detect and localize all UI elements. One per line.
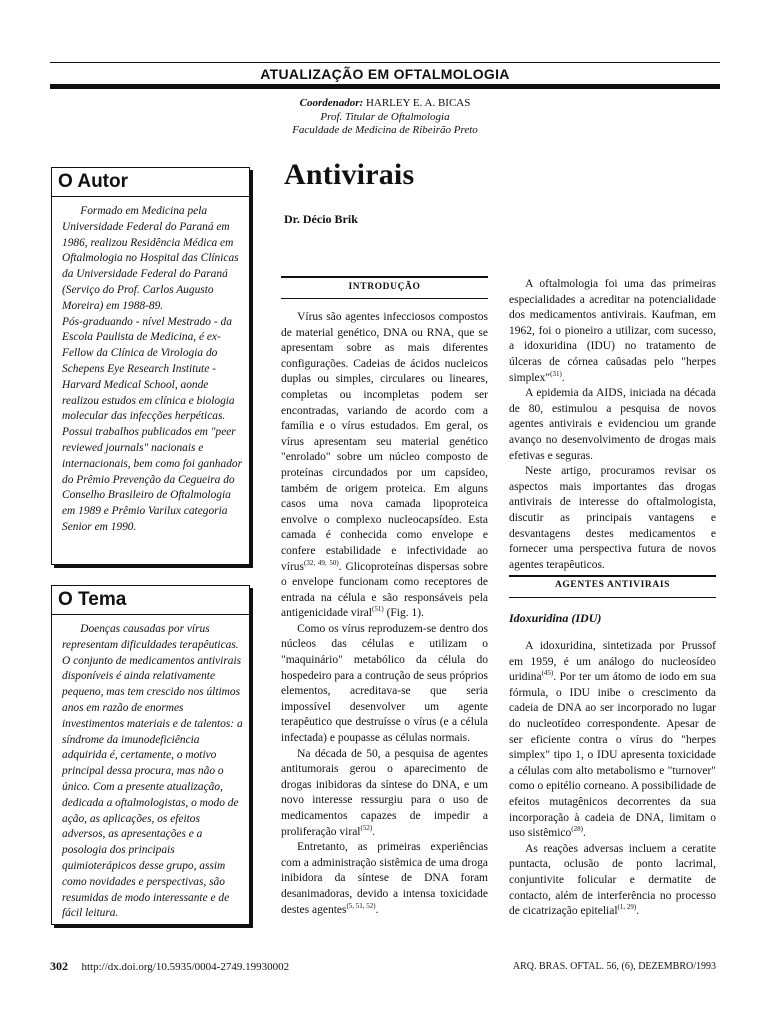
author-bio-paragraph: Formado em Medicina pela Universidade Federal do Paraná em 1986, realizou Residência Médica em Oftalmologia no Hospital das Clínicas da Universidade Federal do Paraná (Serviço do Prof. Carlos Augusto Moreira) em 1988-89.: [62, 205, 239, 312]
intro-text: .: [372, 825, 376, 838]
intro-text: (Fig. 1).: [383, 607, 424, 620]
theme-paragraph: Doenças causadas por vírus representam dificuldades terapêuticas. O conjunto de medicamentos antivirais disponíveis é ainda relativamente pequeno, mas tem crescido nos últimos anos em razão de enormes investimentos materiais e de talentos: a síndrome da imunodeficiência adquirida é, certamente, o motivo principal dessa procura, mas não o único. Com a presente atualização, dedicada a oftalmologistas, o modo de ação, as aplicações, os efeitos adversos, as apresentações e a posologia dos principais quimioterápicos desse grupo, assim como novidades e perspectivas, são resumidas de modo interessante e de fácil leitura.: [62, 623, 243, 920]
idu-subheading: Idoxuridina (IDU): [509, 611, 602, 625]
coordinator-label: Coordenador:: [299, 97, 364, 109]
header-thick-rule: [50, 84, 720, 89]
intro-paragraph: Como os vírus reproduzem-se dentro dos núcleos das células e utilizam o "maquinário" metabólico da célula do hospedeiro para a contrução de seus próprios elementos, acreditava-se que seria impossível desenvolver um agente terapêutico que destruísse o vírus (e a célula infectada) e poupasse as células normais.: [281, 622, 488, 745]
coordinator-name: HARLEY E. A. BICAS: [363, 97, 471, 109]
article-author: Dr. Décio Brik: [284, 212, 358, 226]
author-bio-paragraph: Possui trabalhos publicados em "peer reviewed journals" nacionais e internacionais, bem como foi ganhador do Prêmio Prevenção da Cegueira do Conselho Brasileiro de Oftalmologia em 1989 e Prêmio Varilux categoria Senior em 1990.: [62, 426, 243, 533]
agents-top-rule: [509, 575, 716, 577]
right-text: . Por ter um átomo de iodo em sua fórmula, o IDU inibe o crescimento da cadeia de DNA ao ser incorporado no lugar do nucleotídeo correspondente. Apesar de ser eficiente contra o vírus do "herpes simplex" tipo 1, o IDU apresenta toxicidade a células com alto metabolismo e "turnover" como o epitélio corneano. A possibilidade de efeitos mutagênicos decorrentes da sua incorporação à cadeia de DNA, limitam o uso sistêmico: [509, 671, 716, 840]
right-text: .: [582, 827, 586, 840]
right-paragraph: A epidemia da AIDS, iniciada na década de 80, estimulou a pesquisa de novos agentes antivirais e evidenciou um grande avanço no desenvolvimento de drogas mais efetivas e seguras.: [509, 387, 716, 462]
agents-bottom-rule: [509, 597, 716, 598]
intro-text: Na década de 50, a pesquisa de agentes antitumorais gerou o aparecimento de drogas inibidoras da síntese do DNA, e um novo interesse ressurgiu para o uso de medicamentos capazes de impedir a proliferação viral: [281, 747, 488, 838]
right-paragraph: [509, 842, 716, 920]
intro-top-rule: [281, 276, 488, 278]
right-paragraph: Neste artigo, procuramos revisar os aspectos mais importantes das drogas antivirais de interesse do oftalmologista, discutir as principais vantagens e desvantagens destes medicamentos e fornecer uma perspectiva futura de novos agentes terapêuticos.: [509, 465, 716, 571]
intro-paragraph: [281, 310, 488, 622]
coordinator-block: [200, 97, 570, 138]
article-title: Antivirais: [284, 158, 415, 191]
theme-box: [51, 585, 250, 925]
coordinator-title: Prof. Titular de Oftalmologia: [320, 110, 450, 123]
header-top-rule: [50, 62, 720, 63]
right-column-bottom: [509, 639, 716, 920]
citation: (51): [372, 605, 384, 614]
journal-citation: ARQ. BRAS. OFTAL. 56, (6), DEZEMBRO/1993: [512, 961, 716, 972]
author-box: [51, 167, 250, 565]
author-bio-paragraph: Pós-graduando - nível Mestrado - da Escola Paulista de Medicina, é ex-Fellow da Clínica de Virologia do Schepens Eye Research Institute - Harvard Medical School, aonde realizou estudos em clínica e biologia molecular das infecções herpéticas.: [62, 315, 235, 423]
citation: (45): [541, 669, 554, 678]
citation: (28): [571, 825, 583, 834]
theme-box-text: [52, 615, 249, 928]
right-text: A oftalmologia foi uma das primeiras especialidades a acreditar na potencialidade dos medicamentos antivirais. Kaufman, em 1962, foi o pioneiro a utilizar, com sucesso, a idoxuridina (IDU) no tratamento de úlceras de córnea caûsadas pelo "herpes simplex": [509, 278, 716, 384]
intro-text: Entretanto, as primeiras experiências com a administração sistêmica de uma droga inibidora da síntese de DNA foram desanimadoras, devido a intensa toxicidade destes agentes: [281, 841, 488, 916]
agents-heading: AGENTES ANTIVIRAIS: [554, 580, 671, 590]
right-text: A idoxuridina, sintetizada por Prussof em 1959, é um análogo do nucleosídeo uridina: [509, 640, 716, 684]
author-box-heading: O Autor: [52, 168, 249, 197]
intro-paragraph: [281, 840, 488, 918]
intro-column: [281, 310, 488, 918]
intro-bottom-rule: [281, 298, 488, 299]
intro-text: . Glicoproteínas dispersas sobre o envelope funcionam como receptores de entrada na célula e são responsáveis pela antigenicidade viral: [281, 560, 488, 620]
citation: (5, 51, 52): [346, 901, 376, 910]
citation: (32, 49, 50): [304, 558, 339, 567]
right-paragraph: [509, 277, 716, 386]
section-title: ATUALIZAÇÃO EM OFTALMOLOGIA: [260, 66, 510, 82]
citation: (52): [360, 823, 373, 832]
intro-paragraph: [281, 747, 488, 841]
right-column-top: [509, 277, 716, 573]
intro-heading: INTRODUÇÃO: [348, 282, 421, 292]
intro-text: .: [375, 903, 379, 916]
author-box-text: [52, 197, 249, 542]
right-text: .: [561, 371, 565, 384]
right-paragraph: [509, 639, 716, 842]
theme-box-heading: O Tema: [52, 586, 249, 615]
right-text: As reações adversas incluem a ceratite puntacta, oclusão de ponto lacrimal, conjuntivite folicular e dermatite de contacto, além de interferência no processo de cicatrização epitelial: [509, 842, 716, 918]
intro-text: Vírus são agentes infecciosos compostos de material genético, DNA ou RNA, que se apresentam sobre as mais diferentes configurações. Cadeias de ácidos nucleicos duplas ou simples, circulares ou lineares, completas ou incompletas podem ser encontradas, variando de acordo com a família e o vírus estudados. Em geral, os vírus apresentam seu material genético "enrolado" sobre um núcleo composto de proteínas circundados por um capsídeo, também de origem proteica. Em alguns casos uma nova camada lipoproteica envolve o complexo nucleocapsídeo. Esta camada é conhecida como envelope e confere estabilidade e infectividade ao vírus: [281, 311, 488, 573]
doi-link[interactable]: http://dx.doi.org/10.5935/0004-2749.19930002: [81, 961, 290, 973]
footer-left: [50, 959, 289, 974]
right-text: .: [636, 905, 640, 918]
page-number: 302: [50, 959, 68, 973]
citation: (31): [550, 369, 562, 378]
citation: (1, 29): [617, 903, 637, 912]
coordinator-affiliation: Faculdade de Medicina de Ribeirão Preto: [292, 124, 478, 136]
